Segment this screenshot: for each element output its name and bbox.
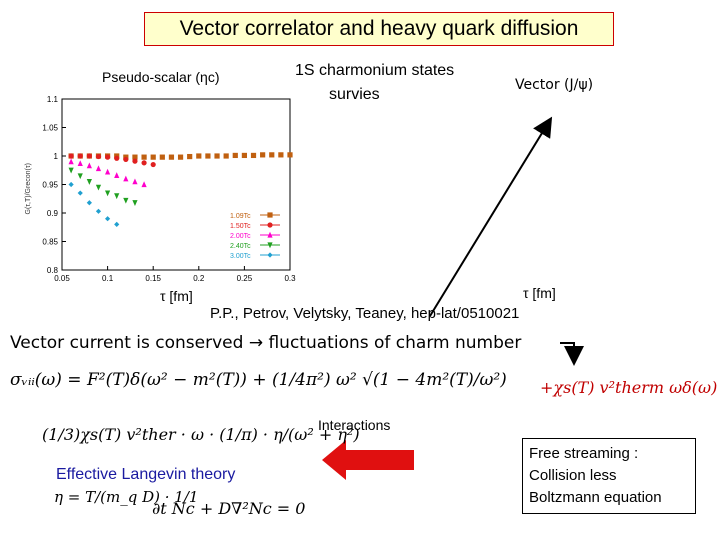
vector-chart-title: Vector (J/ψ) <box>515 77 594 93</box>
charmonium-note-line2: survies <box>329 86 380 103</box>
free-streaming-box <box>522 438 696 514</box>
free-streaming-line2: Collision less <box>529 467 617 484</box>
free-streaming-line3: Boltzmann equation <box>529 489 662 506</box>
x-tick-label: 0.25 <box>236 274 253 283</box>
legend-label: 3.00Tc <box>230 253 251 260</box>
x-tick-label: 0.05 <box>54 274 70 283</box>
slide-title: Vector correlator and heavy quark diffusion <box>144 12 614 46</box>
free-streaming-line1: Free streaming : <box>529 445 639 462</box>
langevin-label: Effective Langevin theory <box>56 466 236 483</box>
x-tick-label: 0.15 <box>145 274 161 283</box>
citation: P.P., Petrov, Velytsky, Teaney, hep-lat/0510021 <box>210 305 520 322</box>
interactions-arrow <box>322 440 414 480</box>
vector-x-axis-label: τ [fm] <box>523 285 556 301</box>
diffusion-equation: ∂t Nc + D∇²Nc = 0 <box>152 499 306 518</box>
spectral-transport-term: +χs(T) v²therm ωδ(ω) <box>540 378 718 397</box>
charmonium-arrow <box>430 120 550 316</box>
y-tick-label: 0.95 <box>42 180 58 190</box>
charmonium-note-line1: 1S charmonium states <box>295 62 455 79</box>
chart-title: Pseudo-scalar (ηc) <box>102 69 220 85</box>
eta-equation: η = T/(m_q D) · 1/1 <box>54 488 199 506</box>
conserved-statement: Vector current is conserved → fluctuations of charm number <box>10 333 522 353</box>
conserved-arrow <box>560 343 574 362</box>
y-tick-label: 1.1 <box>46 95 58 104</box>
x-tick-label: 0.2 <box>193 274 205 283</box>
spectral-equation: σᵥᵢᵢ(ω) = F²(T)δ(ω² − m²(T)) + (1/4π²) ω² √(1 − 4m²(T)/ω²) <box>10 370 507 390</box>
x-axis-label: τ [fm] <box>160 288 193 304</box>
y-tick-label: 1.05 <box>42 123 58 133</box>
legend-label: 2.00Tc <box>230 233 251 240</box>
y-tick-label: 0.8 <box>46 266 58 275</box>
y-axis-label: G(τ,T)/Grecon(τ) <box>25 163 32 215</box>
legend-label: 1.09Tc <box>230 213 251 220</box>
legend-label: 1.50Tc <box>230 223 251 230</box>
x-tick-label: 0.1 <box>102 274 114 283</box>
transport-equation: (1/3)χs(T) v²ther · ω · (1/π) · η/(ω² + η²) <box>42 425 360 444</box>
interactions-label: Interactions <box>318 417 391 433</box>
legend-label: 2.40Tc <box>230 243 251 250</box>
y-tick-label: 1 <box>53 152 58 161</box>
y-tick-label: 0.85 <box>42 237 58 247</box>
y-tick-label: 0.9 <box>46 209 58 218</box>
x-tick-label: 0.3 <box>284 274 296 283</box>
